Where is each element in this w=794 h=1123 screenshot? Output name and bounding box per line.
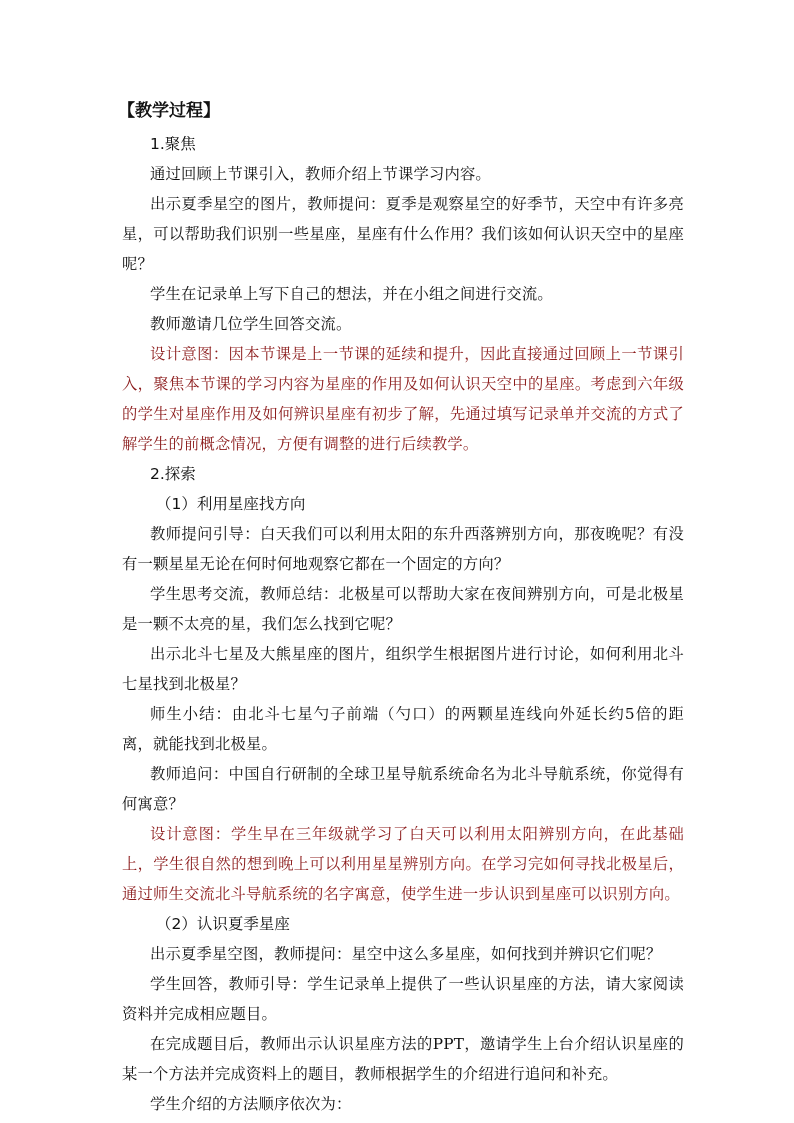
- paragraph: 出示夏季星空图，教师提问：星空中这么多星座，如何找到并辨识它们呢？: [150, 945, 662, 963]
- paragraph: 教师邀请几位学生回答交流。: [150, 315, 352, 333]
- section-title: 【教学过程】: [118, 101, 220, 121]
- design-intent-note: 设计意图：学生早在三年级就学习了白天可以利用太阳辨别方向，在此基础上，学生很自然的想到晚上可以利用星星辨别方向。在学习完如何寻找北极星后，通过师生交流北斗导航系统的名字寓意，使学生进一步认识到星座可以识别方向。: [122, 825, 684, 903]
- document-body: [118, 97, 684, 1119]
- heading-explore: 2.探索: [150, 465, 196, 483]
- paragraph: 出示夏季星空的图片，教师提问：夏季是观察星空的好季节，天空中有许多亮星，可以帮助我们识别一些星座，星座有什么作用？我们该如何认识天空中的星座呢？: [122, 195, 684, 273]
- paragraph: 师生小结：由北斗七星勺子前端（勺口）的两颗星连线向外延长约5倍的距离，就能找到北极星。: [122, 705, 684, 753]
- paragraph: 教师提问引导：白天我们可以利用太阳的东升西落辨别方向，那夜晚呢？有没有一颗星星无论在何时何地观察它都在一个固定的方向？: [122, 525, 684, 573]
- paragraph: 学生介绍的方法顺序依次为：: [150, 1095, 352, 1113]
- subheading-find-direction: （1）利用星座找方向: [156, 495, 306, 513]
- design-intent-note: 设计意图：因本节课是上一节课的延续和提升，因此直接通过回顾上一节课引入，聚焦本节课的学习内容为星座的作用及如何认识天空中的星座。考虑到六年级的学生对星座作用及如何辨识星座有初步了解，先通过填写记录单并交流的方式了解学生的前概念情况，方便有调整的进行后续教学。: [122, 345, 684, 453]
- paragraph: 通过回顾上节课引入，教师介绍上节课学习内容。: [150, 165, 491, 183]
- paragraph: 学生思考交流，教师总结：北极星可以帮助大家在夜间辨别方向，可是北极星是一颗不太亮的星，我们怎么找到它呢？: [122, 585, 684, 633]
- paragraph: 学生在记录单上写下自己的想法，并在小组之间进行交流。: [150, 285, 553, 303]
- paragraph: 教师追问：中国自行研制的全球卫星导航系统命名为北斗导航系统，你觉得有何寓意？: [122, 765, 684, 813]
- paragraph: 出示北斗七星及大熊星座的图片，组织学生根据图片进行讨论，如何利用北斗七星找到北极星？: [122, 645, 684, 693]
- paragraph: 学生回答，教师引导：学生记录单上提供了一些认识星座的方法，请大家阅读资料并完成相应题目。: [122, 975, 684, 1023]
- paragraph: 在完成题目后，教师出示认识星座方法的PPT，邀请学生上台介绍认识星座的某一个方法并完成资料上的题目，教师根据学生的介绍进行追问和补充。: [122, 1035, 684, 1083]
- heading-focus: 1.聚焦: [150, 135, 196, 153]
- subheading-summer-constellations: （2）认识夏季星座: [156, 915, 290, 933]
